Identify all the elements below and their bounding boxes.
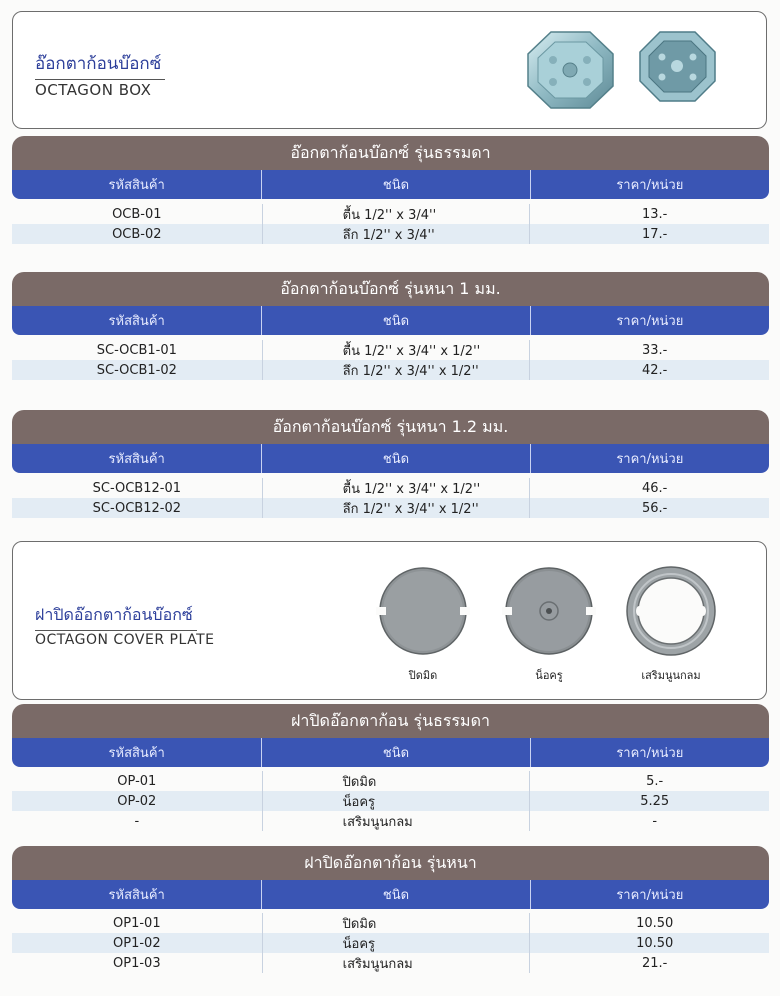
cell-code: OCB-01 <box>12 204 263 224</box>
cell-code: SC-OCB1-01 <box>12 340 263 360</box>
cell-price: 10.50 <box>636 935 674 951</box>
price-table-cover-thick <box>12 846 769 973</box>
column-header-price: ราคา/หน่วย <box>616 178 684 193</box>
column-header-type: ชนิด <box>262 880 530 909</box>
column-header-type: ชนิด <box>262 444 530 473</box>
table-row <box>12 204 769 224</box>
cell-price: 17.- <box>641 226 668 242</box>
column-header-code: รหัสสินค้า <box>12 444 262 473</box>
cell-type: ปิดมิด <box>263 771 531 791</box>
cell-price: 10.50 <box>636 915 674 931</box>
table-header <box>12 306 769 335</box>
cell-code: OP-02 <box>12 791 263 811</box>
cell-price: 13.- <box>641 206 668 222</box>
caption-knockout-plate: น็อครู <box>535 669 563 682</box>
raised-ring-cover-image <box>623 564 719 658</box>
cell-type: น็อครู <box>263 933 531 953</box>
cell-type: ลึก 1/2'' x 3/4'' x 1/2'' <box>263 498 531 518</box>
table-header <box>12 444 769 473</box>
column-header-code: รหัสสินค้า <box>12 738 262 767</box>
cell-price: 56.- <box>641 500 668 516</box>
table-row <box>12 933 769 953</box>
table-row <box>12 360 769 380</box>
column-header-price: ราคา/หน่วย <box>616 452 684 467</box>
table-title: ฝาปิดอ๊อกตาก้อน รุ่นธรรมดา <box>12 704 769 738</box>
table-header <box>12 738 769 767</box>
cell-price: 21.- <box>641 955 668 971</box>
cell-code: SC-OCB12-02 <box>12 498 263 518</box>
cell-type: ลึก 1/2'' x 3/4'' <box>263 224 531 244</box>
column-header-code: รหัสสินค้า <box>12 306 262 335</box>
price-table-thick-1-2mm <box>12 410 769 518</box>
table-title: ฝาปิดอ๊อกตาก้อน รุ่นหนา <box>12 846 769 880</box>
cell-type: ตื้น 1/2'' x 3/4'' x 1/2'' <box>263 478 531 498</box>
column-header-type: ชนิด <box>262 306 530 335</box>
price-table-cover-standard <box>12 704 769 831</box>
table-title: อ๊อกตาก้อนบ๊อกซ์ รุ่นหนา 1.2 มม. <box>12 410 769 444</box>
column-header-code: รหัสสินค้า <box>12 880 262 909</box>
table-row <box>12 498 769 518</box>
cell-type: เสริมนูนกลม <box>263 953 531 973</box>
octagon-box-deep-image <box>635 26 720 106</box>
cell-code: SC-OCB1-02 <box>12 360 263 380</box>
section-title-english: OCTAGON BOX <box>35 81 152 99</box>
octagon-box-header-card <box>12 11 767 129</box>
cover-plate-header-card <box>12 541 767 700</box>
table-row <box>12 791 769 811</box>
cell-code: OP1-03 <box>12 953 263 973</box>
column-header-type: ชนิด <box>262 170 530 199</box>
cell-code: OP-01 <box>12 771 263 791</box>
cell-price: 5.- <box>646 773 664 789</box>
price-table-thick-1mm <box>12 272 769 380</box>
blank-cover-plate-image <box>375 566 471 656</box>
table-row <box>12 953 769 973</box>
caption-raised-ring: เสริมนูนกลม <box>641 669 701 682</box>
table-row <box>12 224 769 244</box>
knockout-cover-plate-image <box>501 566 597 656</box>
column-header-price: ราคา/หน่วย <box>616 888 684 903</box>
section-title-thai: ฝาปิดอ๊อกตาก้อนบ๊อกซ์ <box>35 603 193 628</box>
cell-price: 42.- <box>641 362 668 378</box>
price-table-standard-box <box>12 136 769 244</box>
cell-type: ตื้น 1/2'' x 3/4'' <box>263 204 531 224</box>
table-row <box>12 771 769 791</box>
cell-price: 33.- <box>641 342 668 358</box>
cell-type: ลึก 1/2'' x 3/4'' x 1/2'' <box>263 360 531 380</box>
cell-type: ปิดมิด <box>263 913 531 933</box>
cell-type: ตื้น 1/2'' x 3/4'' x 1/2'' <box>263 340 531 360</box>
table-title: อ๊อกตาก้อนบ๊อกซ์ รุ่นหนา 1 มม. <box>12 272 769 306</box>
column-header-type: ชนิด <box>262 738 530 767</box>
cell-price: - <box>652 813 658 829</box>
table-row <box>12 340 769 360</box>
column-header-price: ราคา/หน่วย <box>616 746 684 761</box>
table-header <box>12 880 769 909</box>
octagon-box-image <box>523 24 618 114</box>
cell-code: OP1-01 <box>12 913 263 933</box>
table-row <box>12 913 769 933</box>
cell-code: - <box>12 811 263 831</box>
cell-code: OCB-02 <box>12 224 263 244</box>
table-row <box>12 478 769 498</box>
cell-type: น็อครู <box>263 791 531 811</box>
cell-code: OP1-02 <box>12 933 263 953</box>
table-row <box>12 811 769 831</box>
column-header-code: รหัสสินค้า <box>12 170 262 199</box>
section-title-thai: อ๊อกตาก้อนบ๊อกซ์ <box>35 50 161 77</box>
column-header-price: ราคา/หน่วย <box>616 314 684 329</box>
cell-type: เสริมนูนกลม <box>263 811 531 831</box>
cell-code: SC-OCB12-01 <box>12 478 263 498</box>
cell-price: 5.25 <box>640 793 670 809</box>
caption-blank-plate: ปิดมิด <box>408 669 438 682</box>
table-title: อ๊อกตาก้อนบ๊อกซ์ รุ่นธรรมดา <box>12 136 769 170</box>
table-header <box>12 170 769 199</box>
cell-price: 46.- <box>641 480 668 496</box>
section-title-english: OCTAGON COVER PLATE <box>35 632 215 648</box>
